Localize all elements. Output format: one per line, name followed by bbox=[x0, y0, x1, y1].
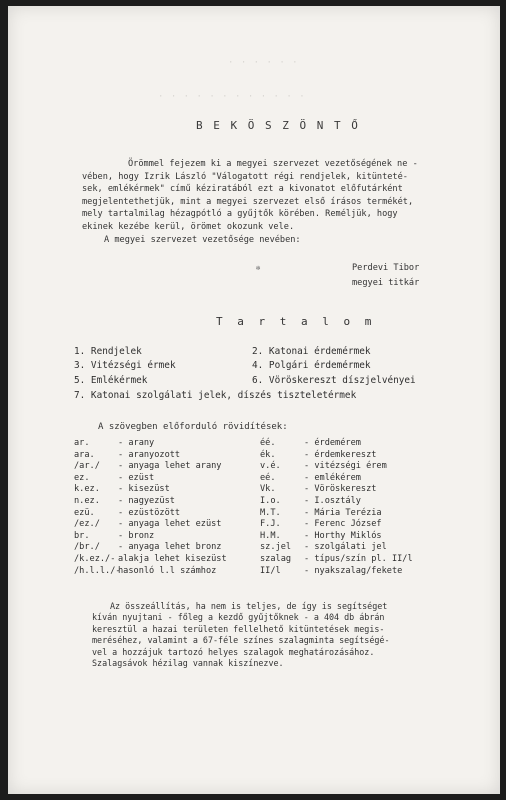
abbreviation-row bbox=[260, 531, 382, 541]
intro-line: Örömmel fejezem ki a megyei szervezet vezetőségének ne - bbox=[128, 159, 418, 169]
abbreviation-meaning: - Ferenc József bbox=[304, 519, 382, 530]
intro-line: vében, hogy Izrik László "Válogatott régi rendjelek, kitünteté- bbox=[82, 171, 408, 182]
abbreviation-row bbox=[74, 531, 154, 541]
abbreviation-meaning: - Horthy Miklós bbox=[304, 530, 382, 541]
abbreviation-key: /ez./ bbox=[74, 519, 100, 530]
signature-title: megyei titkár bbox=[352, 278, 420, 288]
abbreviation-meaning: - anyaga lehet ezüst bbox=[118, 519, 222, 530]
abbreviation-key: v.é. bbox=[260, 461, 281, 472]
abbreviation-row bbox=[74, 566, 216, 576]
abbreviation-key: ék. bbox=[260, 449, 276, 460]
toc-item: 7. Katonai szolgálati jelek, díszés tiszteletérmek bbox=[74, 390, 357, 401]
abbreviation-row bbox=[74, 508, 180, 518]
abbreviation-key: /ar./ bbox=[74, 461, 100, 472]
abbreviation-row bbox=[260, 554, 413, 564]
abbreviation-meaning: - érdemkereszt bbox=[304, 449, 377, 460]
abbreviation-row bbox=[74, 438, 154, 448]
abbreviation-meaning: - kisezüst bbox=[118, 484, 170, 495]
closing-line: meréséhez, valamint a 67-féle színes szalagminta segítségé- bbox=[92, 635, 390, 646]
abbreviation-key: ara. bbox=[74, 449, 95, 460]
abbreviation-meaning: - anyaga lehet arany bbox=[118, 461, 222, 472]
intro-paragraph bbox=[82, 158, 456, 246]
abbreviation-key: eé. bbox=[260, 472, 276, 483]
on-behalf-line: A megyei szervezet vezetősége nevében: bbox=[104, 234, 301, 245]
toc-item: 6. Vöröskereszt díszjelvényei bbox=[252, 375, 416, 386]
closing-line: keresztül a hazai területen fellelhető kitüntetések megis- bbox=[92, 623, 385, 634]
abbreviation-meaning: - arany bbox=[118, 438, 155, 448]
abbreviation-key: II/l bbox=[260, 565, 281, 576]
abbreviation-row bbox=[74, 542, 221, 552]
abbreviation-meaning: - anyaga lehet bronz bbox=[118, 542, 222, 553]
toc-item: 2. Katonai érdemérmek bbox=[252, 346, 371, 357]
closing-line: vel a hozzájuk tartozó helyes szalagok meghatározásához. bbox=[92, 646, 375, 657]
abbreviation-key: /h.l.l./- bbox=[74, 565, 121, 576]
toc-title: T a r t a l o m bbox=[216, 315, 376, 328]
closing-line: kíván nyujtani - főleg a kezdő gyűjtőknek - a 404 db ábrán bbox=[92, 612, 385, 623]
abbreviation-meaning: - típus/szín pl. II/l bbox=[304, 554, 413, 564]
abbreviation-row bbox=[260, 508, 382, 518]
abbreviation-key: szalag bbox=[260, 554, 292, 564]
abbreviation-key: /br./ bbox=[74, 542, 100, 553]
abbreviation-key: ezü. bbox=[74, 507, 95, 518]
abbreviation-row bbox=[74, 496, 175, 506]
abbreviation-key: Vk. bbox=[260, 484, 276, 495]
abbreviation-meaning: - bronz bbox=[118, 530, 155, 541]
abbreviation-row bbox=[74, 484, 170, 494]
abbreviation-row bbox=[260, 461, 387, 471]
abbreviation-row bbox=[74, 461, 221, 471]
abbreviation-key: I.o. bbox=[260, 496, 281, 506]
abbreviation-key: éé. bbox=[260, 438, 276, 448]
abbreviation-row bbox=[260, 519, 382, 529]
closing-paragraph bbox=[92, 601, 464, 669]
small-mark: ✻ bbox=[256, 264, 261, 272]
closing-line: Szalagsávok hézilag vannak kiszínezve. bbox=[92, 658, 284, 669]
abbreviation-meaning: - Vöröskereszt bbox=[304, 484, 377, 495]
abbreviation-row bbox=[260, 496, 361, 506]
abbreviations-title: A szövegben előforduló rövidítések: bbox=[98, 422, 288, 432]
abbreviation-meaning: - szolgálati jel bbox=[304, 542, 387, 553]
abbreviation-row bbox=[74, 554, 227, 564]
abbreviation-meaning: alakja lehet kisezüst bbox=[118, 554, 227, 564]
page-heading: B E K Ö S Z Ö N T Ő bbox=[196, 119, 360, 132]
abbreviation-key: sz.jel bbox=[260, 542, 292, 553]
abbreviation-row bbox=[74, 450, 180, 460]
abbreviation-meaning: - érdemérem bbox=[304, 438, 361, 448]
signature-name: Perdevi Tibor bbox=[352, 263, 420, 273]
toc-item: 3. Vitézségi érmek bbox=[74, 360, 176, 371]
abbreviation-row bbox=[260, 473, 361, 483]
abbreviation-key: k.ez. bbox=[74, 484, 100, 495]
toc-item: 4. Polgári érdemérmek bbox=[252, 360, 371, 371]
abbreviation-meaning: - I.osztály bbox=[304, 496, 361, 506]
abbreviation-key: ez. bbox=[74, 472, 90, 483]
abbreviation-row bbox=[74, 473, 154, 483]
abbreviation-meaning: - ezüst bbox=[118, 472, 155, 483]
intro-line: sek, emlékérmek" című kéziratából ezt a kivonatot előfutárként bbox=[82, 184, 403, 195]
bleed-through-text: · · · · · · · · · · · · bbox=[158, 92, 306, 102]
abbreviation-row bbox=[260, 566, 402, 576]
intro-line: megjelentethetjük, mint a megyei szervezet első írásos termékét, bbox=[82, 196, 414, 207]
toc-item: 5. Emlékérmek bbox=[74, 375, 148, 386]
abbreviation-meaning: - nagyezüst bbox=[118, 496, 175, 506]
abbreviation-meaning: - aranyozott bbox=[118, 449, 181, 460]
abbreviation-key: /k.ez./- bbox=[74, 554, 116, 564]
document-page bbox=[8, 6, 500, 794]
abbreviation-key: F.J. bbox=[260, 519, 281, 530]
abbreviation-meaning: - Mária Terézia bbox=[304, 507, 382, 518]
abbreviation-key: H.M. bbox=[260, 530, 281, 541]
toc-item: 1. Rendjelek bbox=[74, 346, 142, 357]
abbreviation-meaning: - ezüstözött bbox=[118, 507, 181, 518]
abbreviation-key: ar. bbox=[74, 438, 90, 448]
abbreviation-row bbox=[260, 450, 376, 460]
intro-line: ekinek kezébe kerül, örömet okozunk vele. bbox=[82, 221, 295, 232]
abbreviation-row bbox=[260, 484, 376, 494]
abbreviation-meaning: hasonló l.l számhoz bbox=[118, 565, 217, 576]
abbreviation-row bbox=[260, 542, 387, 552]
abbreviation-meaning: - emlékérem bbox=[304, 472, 361, 483]
abbreviation-meaning: - vitézségi érem bbox=[304, 461, 387, 472]
abbreviation-meaning: - nyakszalag/fekete bbox=[304, 565, 403, 576]
intro-line: mely tartalmilag hézagpótló a gyűjtők körében. Reméljük, hogy bbox=[82, 209, 398, 220]
abbreviation-key: M.T. bbox=[260, 507, 281, 518]
abbreviation-key: br. bbox=[74, 530, 90, 541]
abbreviation-key: n.ez. bbox=[74, 496, 100, 506]
bleed-through-text: · · · · · · bbox=[228, 58, 299, 68]
abbreviation-row bbox=[74, 519, 221, 529]
abbreviation-row bbox=[260, 438, 361, 448]
closing-line: Az összeállítás, ha nem is teljes, de így is segítséget bbox=[110, 601, 388, 611]
